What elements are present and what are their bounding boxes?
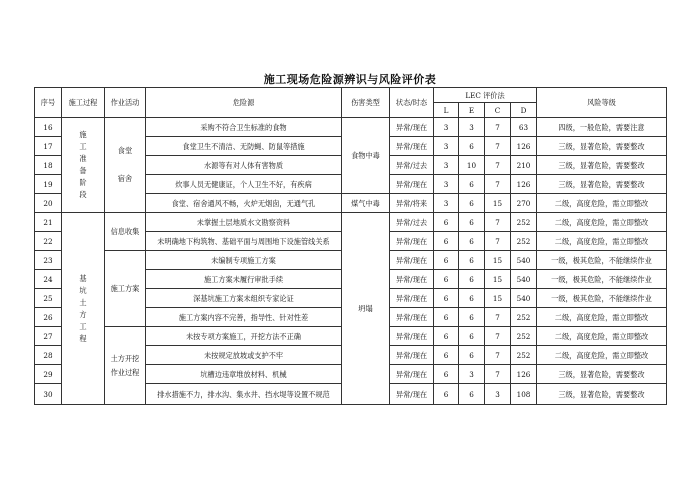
cell-e: 6	[459, 175, 485, 194]
cell-level: 三级，显著危险，需要整改	[537, 156, 667, 175]
cell-state: 异常/现在	[390, 365, 434, 384]
cell-e: 6	[459, 327, 485, 346]
page-title: 施工现场危险源辨识与风险评价表	[263, 73, 437, 86]
cell-e: 10	[459, 156, 485, 175]
cell-level: 二级，高度危险，需立即整改	[537, 308, 667, 327]
harm-cell-food: 食物中毒	[342, 118, 390, 194]
cell-hazard: 施工方案内容不完善，指导性、针对性差	[146, 308, 342, 327]
cell-hazard: 未按专项方案施工，开挖方法不正确	[146, 327, 342, 346]
cell-hazard: 水源等有对人体有害物质	[146, 156, 342, 175]
cell-no: 17	[35, 137, 62, 156]
cell-e: 6	[459, 194, 485, 213]
cell-no: 29	[35, 365, 62, 384]
cell-l: 3	[434, 194, 459, 213]
cell-c: 15	[485, 270, 511, 289]
cell-state: 异常/现在	[390, 327, 434, 346]
header-level: 风险等级	[537, 88, 667, 118]
cell-level: 二级，高度危险，需立即整改	[537, 232, 667, 251]
cell-c: 7	[485, 365, 511, 384]
cell-d: 252	[511, 308, 537, 327]
cell-l: 6	[434, 308, 459, 327]
cell-c: 7	[485, 327, 511, 346]
cell-no: 27	[35, 327, 62, 346]
cell-state: 异常/现在	[390, 308, 434, 327]
header-c: C	[485, 103, 511, 118]
cell-l: 6	[434, 251, 459, 270]
cell-l: 6	[434, 289, 459, 308]
cell-d: 210	[511, 156, 537, 175]
table-row	[35, 213, 667, 232]
cell-d: 270	[511, 194, 537, 213]
cell-state: 异常/过去	[390, 156, 434, 175]
cell-level: 一级，极其危险，不能继续作业	[537, 289, 667, 308]
header-state: 状态/时态	[390, 88, 434, 118]
cell-c: 7	[485, 213, 511, 232]
header-lec: LEC 评价法	[434, 88, 537, 103]
cell-hazard: 未编制专项施工方案	[146, 251, 342, 270]
header-process: 施工过程	[62, 88, 105, 118]
cell-e: 6	[459, 232, 485, 251]
cell-state: 异常/现在	[390, 232, 434, 251]
cell-c: 7	[485, 346, 511, 365]
cell-level: 一级，极其危险，不能继续作业	[537, 251, 667, 270]
cell-level: 四级，一般危险，需要注意	[537, 118, 667, 137]
cell-level: 二级，高度危险，需立即整改	[537, 327, 667, 346]
cell-d: 252	[511, 327, 537, 346]
risk-table	[34, 87, 667, 405]
cell-d: 126	[511, 175, 537, 194]
cell-no: 26	[35, 308, 62, 327]
header-l: L	[434, 103, 459, 118]
header-e: E	[459, 103, 485, 118]
cell-level: 二级，高度危险，需立即整改	[537, 213, 667, 232]
cell-d: 540	[511, 251, 537, 270]
process-cell-prep: 施 工 准 备 阶 段	[62, 118, 105, 213]
cell-c: 15	[485, 289, 511, 308]
cell-l: 6	[434, 213, 459, 232]
cell-state: 异常/现在	[390, 346, 434, 365]
cell-level: 三级，显著危险，需要整改	[537, 384, 667, 405]
cell-state: 异常/现在	[390, 289, 434, 308]
cell-hazard: 未明确地下构筑物、基础平面与周围地下设施管线关系	[146, 232, 342, 251]
cell-state: 异常/现在	[390, 175, 434, 194]
header-row	[35, 88, 667, 103]
cell-hazard: 食堂、宿舍通风不畅，火炉无烟囱，无通气孔	[146, 194, 342, 213]
cell-c: 3	[485, 384, 511, 405]
cell-e: 6	[459, 384, 485, 405]
harm-cell-gas: 煤气中毒	[342, 194, 390, 213]
cell-no: 22	[35, 232, 62, 251]
cell-level: 二级，高度危险，需立即整改	[537, 346, 667, 365]
cell-state: 异常/将来	[390, 194, 434, 213]
header-activity: 作业活动	[105, 88, 146, 118]
cell-no: 16	[35, 118, 62, 137]
cell-state: 异常/现在	[390, 251, 434, 270]
cell-no: 24	[35, 270, 62, 289]
activity-cell-plan: 施工方案	[105, 251, 146, 327]
cell-state: 异常/过去	[390, 213, 434, 232]
cell-state: 异常/现在	[390, 118, 434, 137]
cell-level: 一级，极其危险，不能继续作业	[537, 270, 667, 289]
cell-l: 6	[434, 232, 459, 251]
cell-l: 3	[434, 156, 459, 175]
cell-no: 28	[35, 346, 62, 365]
activity-cell-earth: 土方开挖 作业过程	[105, 327, 146, 405]
cell-l: 6	[434, 270, 459, 289]
cell-l: 6	[434, 327, 459, 346]
cell-d: 126	[511, 365, 537, 384]
cell-hazard: 食堂卫生不清洁、无防蝇、防鼠等措施	[146, 137, 342, 156]
cell-e: 3	[459, 118, 485, 137]
cell-level: 二级，高度危险，需立即整改	[537, 194, 667, 213]
cell-e: 6	[459, 251, 485, 270]
cell-hazard: 未按规定放坡或支护不牢	[146, 346, 342, 365]
header-hazard: 危险源	[146, 88, 342, 118]
cell-c: 7	[485, 308, 511, 327]
cell-e: 6	[459, 270, 485, 289]
cell-no: 19	[35, 175, 62, 194]
cell-c: 7	[485, 232, 511, 251]
cell-hazard: 排水措施不力，排水沟、集水井、挡水堤等设置不规范	[146, 384, 342, 405]
cell-d: 108	[511, 384, 537, 405]
cell-state: 异常/现在	[390, 384, 434, 405]
process-cell-pit: 基 坑 土 方 工 程	[62, 213, 105, 405]
cell-l: 6	[434, 365, 459, 384]
cell-d: 252	[511, 346, 537, 365]
cell-d: 252	[511, 232, 537, 251]
cell-level: 三级，显著危险，需要整改	[537, 137, 667, 156]
cell-c: 15	[485, 194, 511, 213]
cell-c: 7	[485, 137, 511, 156]
table-row	[35, 118, 667, 137]
harm-cell-collapse: 坍塌	[342, 213, 390, 405]
cell-no: 20	[35, 194, 62, 213]
cell-hazard: 炊事人员无健康证，个人卫生不好，有疾病	[146, 175, 342, 194]
cell-e: 6	[459, 346, 485, 365]
header-harm: 伤害类型	[342, 88, 390, 118]
header-seq: 序号	[35, 88, 62, 118]
cell-e: 6	[459, 308, 485, 327]
cell-hazard: 未掌握土层地质水文勘察资料	[146, 213, 342, 232]
cell-state: 异常/现在	[390, 270, 434, 289]
cell-l: 6	[434, 384, 459, 405]
cell-e: 6	[459, 213, 485, 232]
cell-d: 252	[511, 213, 537, 232]
cell-l: 3	[434, 137, 459, 156]
header-d: D	[511, 103, 537, 118]
activity-cell-canteen: 食堂 宿舍	[105, 118, 146, 213]
cell-e: 6	[459, 137, 485, 156]
cell-hazard: 施工方案未履行审批手续	[146, 270, 342, 289]
cell-level: 三级，显著危险，需要整改	[537, 175, 667, 194]
cell-d: 540	[511, 270, 537, 289]
cell-c: 7	[485, 156, 511, 175]
activity-cell-info: 信息收集	[105, 213, 146, 251]
cell-no: 21	[35, 213, 62, 232]
cell-e: 3	[459, 365, 485, 384]
cell-d: 540	[511, 289, 537, 308]
cell-c: 7	[485, 118, 511, 137]
cell-level: 三级，显著危险，需要整改	[537, 365, 667, 384]
cell-e: 6	[459, 289, 485, 308]
cell-d: 126	[511, 137, 537, 156]
cell-l: 3	[434, 118, 459, 137]
cell-hazard: 采购不符合卫生标准的食物	[146, 118, 342, 137]
cell-no: 18	[35, 156, 62, 175]
cell-hazard: 深基坑施工方案未组织专家论证	[146, 289, 342, 308]
cell-no: 23	[35, 251, 62, 270]
cell-d: 63	[511, 118, 537, 137]
cell-c: 15	[485, 251, 511, 270]
cell-no: 30	[35, 384, 62, 405]
cell-no: 25	[35, 289, 62, 308]
cell-hazard: 坑槽边违章堆放材料、机械	[146, 365, 342, 384]
cell-state: 异常/现在	[390, 137, 434, 156]
cell-l: 6	[434, 346, 459, 365]
cell-c: 7	[485, 175, 511, 194]
cell-l: 3	[434, 175, 459, 194]
